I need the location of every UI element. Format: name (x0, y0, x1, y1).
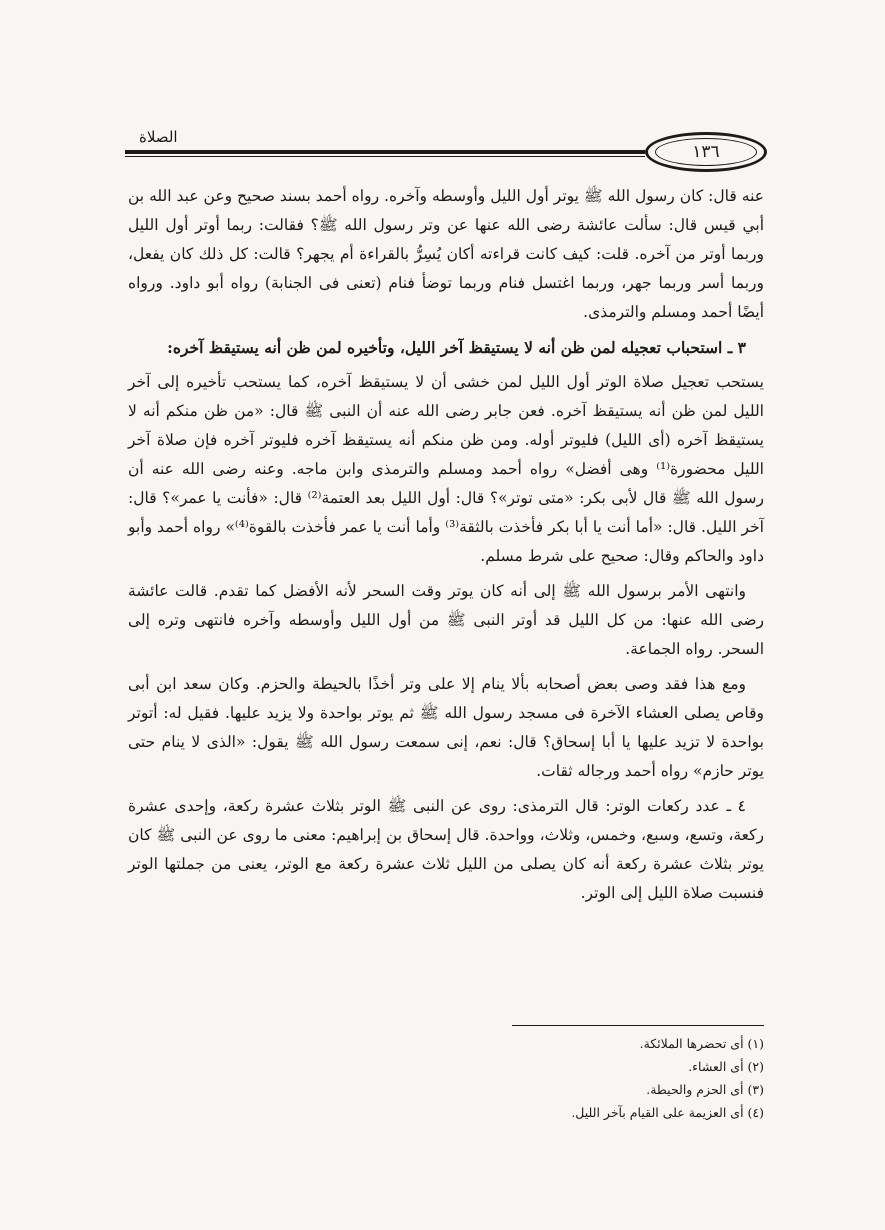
section-heading: ٣ ـ استحباب تعجيله لمن ظن أنه لا يستيقظ آخر الليل، وتأخيره لمن ظن أنه يستيقظ آخره: (167, 338, 746, 357)
header-rule-thin (125, 156, 645, 157)
header-rule (125, 150, 645, 154)
page-header (125, 128, 765, 176)
footnote-divider (512, 1025, 764, 1026)
paragraph: ٤ ـ عدد ركعات الوتر: قال الترمذى: روى عن النبى ﷺ الوتر بثلاث عشرة ركعة، وإحدى عشرة ركعة، وتسع، وسبع، وخمس، وثلاث، وواحدة. قال إسحاق بن إبراهيم: معنى ما روى عن النبى ﷺ كان يوتر بثلاث عشرة ركعة أنه كان يصلى من الليل ثلاث عشرة ركعة مع الوتر، يعنى من جملتها الوتر فنسبت صلاة الليل إلى الوتر. (128, 797, 764, 902)
paragraph: وانتهى الأمر برسول الله ﷺ إلى أنه كان يوتر وقت السحر لأنه الأفضل كما تقدم. قالت عائشة رضى الله عنها: من كل الليل قد أوتر النبى ﷺ من أول الليل وأوسطه وآخره فانتهى وتره إلى السحر. رواه الجماعة. (128, 582, 764, 658)
footnote: (١) أى تحضرها الملائكة. (639, 1036, 764, 1051)
paragraph: عنه قال: كان رسول الله ﷺ يوتر أول الليل وأوسطه وآخره. رواه أحمد بسند صحيح وعن عبد الله بن أبي قيس قال: سألت عائشة رضى الله عنها عن وتر رسول الله ﷺ؟ فقالت: ربما أوتر أول الليل وربما أوتر من آخره. قلت: كيف كانت قراءته أكان يُسِرُّ بالقراءة أم يجهر؟ قالت: كل ذلك كان يفعل، وربما أسر وربما جهر، وربما اغتسل فنام وربما توضأ فنام (تعنى فى الجنابة) رواه أبو داود. ورواه أيضًا أحمد ومسلم والترمذى. (128, 187, 764, 321)
running-title: الصلاة (139, 128, 178, 146)
paragraph: ومع هذا فقد وصى بعض أصحابه بألا ينام إلا على وتر أخذًا بالحيطة والحزم. وكان سعد ابن أبى وقاص يصلى العشاء الآخرة فى مسجد رسول الله ﷺ ثم يوتر بواحدة ولا يزيد عليها. فقيل له: أتوتر بواحدة لا تزيد عليها يا أبا إسحاق؟ قال: نعم، إنى سمعت رسول الله ﷺ يقول: «الذى لا ينام حتى يوتر حازم» رواه أحمد ورجاله ثقات. (128, 675, 764, 780)
paragraph: يستحب تعجيل صلاة الوتر أول الليل لمن خشى أن لا يستيقظ آخره، كما يستحب تأخيره إلى آخر الليل لمن ظن أنه يستيقظ آخره. فعن جابر رضى الله عنه أن النبى ﷺ قال: «من ظن منكم أنه لا يستيقظ آخره (أى الليل) فليوتر أوله. ومن ظن منكم أنه يستيقظ آخره فليوتر آخره فإن صلاة آخر الليل محضورة⁽¹⁾ وهى أفضل» رواه أحمد ومسلم والترمذى وابن ماجه. وعنه رضى الله عنه أن رسول الله ﷺ قال لأبى بكر: «متى توتر»؟ قال: أول الليل بعد العتمة⁽²⁾ قال: «فأنت يا عمر»؟ قال: آخر الليل. قال: «أما أنت يا أبا بكر فأخذت بالثقة⁽³⁾ وأما أنت يا عمر فأخذت بالقوة⁽⁴⁾» رواه أحمد وأبو داود والحاكم وقال: صحيح على شرط مسلم. (128, 373, 764, 565)
page-body (128, 182, 764, 914)
footnote: (٤) أى العزيمة على القيام بآخر الليل. (571, 1105, 764, 1120)
footnotes (440, 1032, 764, 1124)
footnote: (٢) أى العشاء. (688, 1059, 764, 1074)
page-number-badge (645, 132, 767, 172)
footnote: (٣) أى الحزم والحيطة. (646, 1082, 764, 1097)
page-number: ١٣٦ (655, 138, 757, 166)
